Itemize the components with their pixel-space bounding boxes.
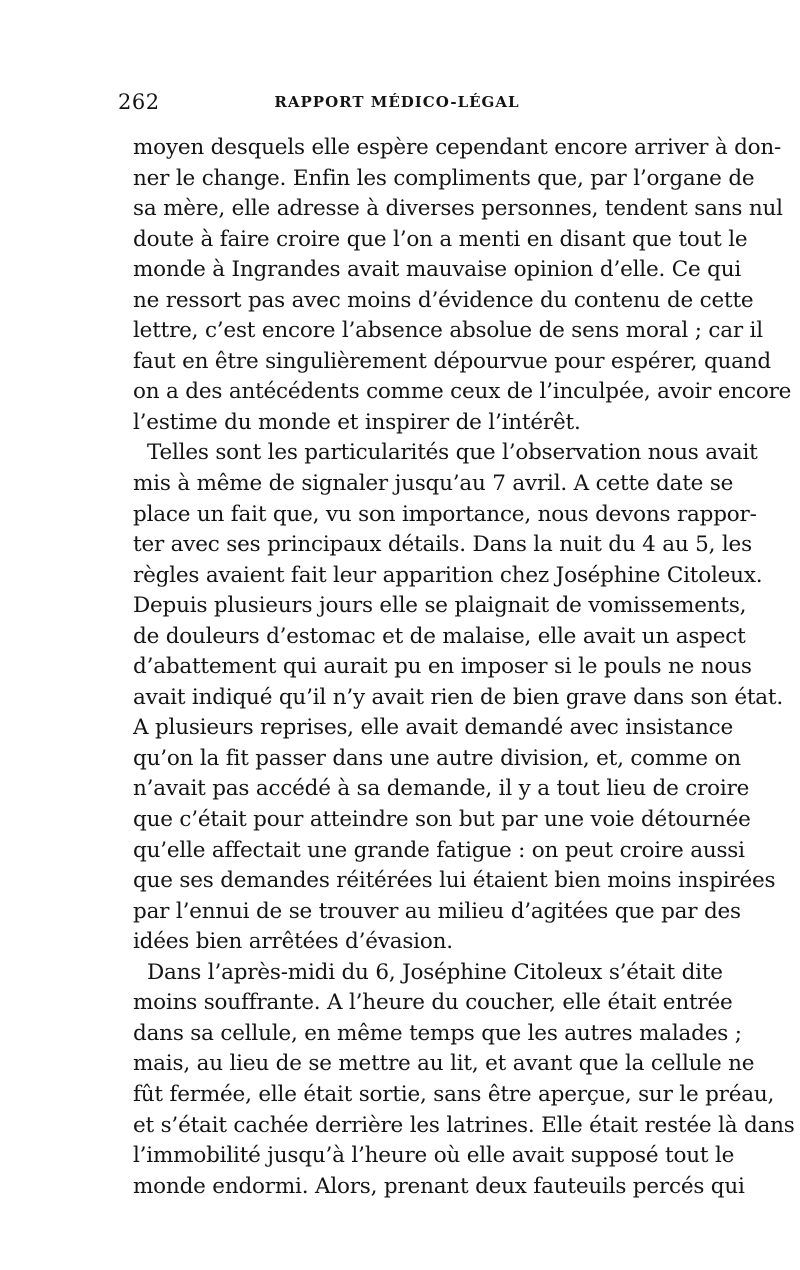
text-line: que ses demandes réitérées lui étaient bien moins inspirées — [133, 868, 776, 894]
text-line: moyen desquels elle espère cependant encore arriver à don- — [133, 135, 782, 160]
text-line: monde à Ingrandes avait mauvaise opinion d’elle. Ce qui — [133, 257, 742, 283]
text-line: on a des antécédents comme ceux de l’inculpée, avoir encore — [133, 379, 792, 405]
text-line: mais, au lieu de se mettre au lit, et avant que la cellule ne — [133, 1051, 755, 1077]
text-line: A plusieurs reprises, elle avait demandé avec insistance — [133, 715, 733, 741]
paragraph-first-line: Telles sont les particularités que l’observation nous avait — [147, 440, 758, 466]
text-line: qu’on la fit passer dans une autre division, et, comme on — [133, 745, 741, 771]
body-text — [133, 133, 795, 1202]
text-line: n’avait pas accédé à sa demande, il y a tout lieu de croire — [133, 776, 750, 802]
text-line: mis à même de signaler jusqu’au 7 avril. A cette date se — [133, 471, 734, 497]
text-line: qu’elle affectait une grande fatigue : on peut croire aussi — [133, 837, 745, 863]
paragraph-end-line: idées bien arrêtées d’évasion. — [133, 929, 453, 955]
text-line: sa mère, elle adresse à diverses personnes, tendent sans nul — [133, 196, 783, 222]
text-line: l’immobilité jusqu’à l’heure où elle avait supposé tout le — [133, 1143, 735, 1169]
text-line: règles avaient fait leur apparition chez Joséphine Citoleux. — [133, 562, 763, 588]
text-line: faut en être singulièrement dépourvue pour espérer, quand — [133, 348, 771, 374]
text-line: et s’était cachée derrière les latrines. Elle était restée là dans — [133, 1112, 795, 1138]
text-line: ner le change. Enfin les compliments que, par l’organe de — [133, 165, 755, 191]
text-line: fût fermée, elle était sortie, sans être aperçue, sur le préau, — [133, 1081, 775, 1107]
running-title: RAPPORT MÉDICO-LÉGAL — [274, 93, 520, 111]
text-line: ne ressort pas avec moins d’évidence du contenu de cette — [133, 287, 754, 313]
text-line: de douleurs d’estomac et de malaise, elle avait un aspect — [133, 623, 746, 649]
text-line: par l’ennui de se trouver au milieu d’agitées que par des — [133, 898, 741, 924]
text-line: avait indiqué qu’il n’y avait rien de bien grave dans son état. — [133, 684, 783, 710]
text-line: lettre, c’est encore l’absence absolue de sens moral ; car il — [133, 318, 763, 344]
text-line: dans sa cellule, en même temps que les autres malades ; — [133, 1020, 742, 1046]
text-line: place un fait que, vu son importance, nous devons rappor- — [133, 501, 757, 527]
paragraph-end-line: l’estime du monde et inspirer de l’intérêt. — [133, 409, 581, 435]
text-line: que c’était pour atteindre son but par une voie détournée — [133, 807, 751, 833]
text-line: moins souffrante. A l’heure du coucher, elle était entrée — [133, 990, 733, 1016]
text-line: d’abattement qui aurait pu en imposer si le pouls ne nous — [133, 654, 752, 680]
running-header — [118, 90, 676, 118]
text-line: doute à faire croire que l’on a menti en disant que tout le — [133, 226, 748, 252]
text-line: monde endormi. Alors, prenant deux fauteuils percés qui — [133, 1173, 745, 1199]
page-number: 262 — [118, 90, 160, 114]
text-line: ter avec ses principaux détails. Dans la nuit du 4 au 5, les — [133, 532, 752, 558]
paragraph-first-line: Dans l’après-midi du 6, Joséphine Citoleux s’était dite — [147, 959, 723, 985]
text-line: Depuis plusieurs jours elle se plaignait de vomissements, — [133, 593, 747, 619]
